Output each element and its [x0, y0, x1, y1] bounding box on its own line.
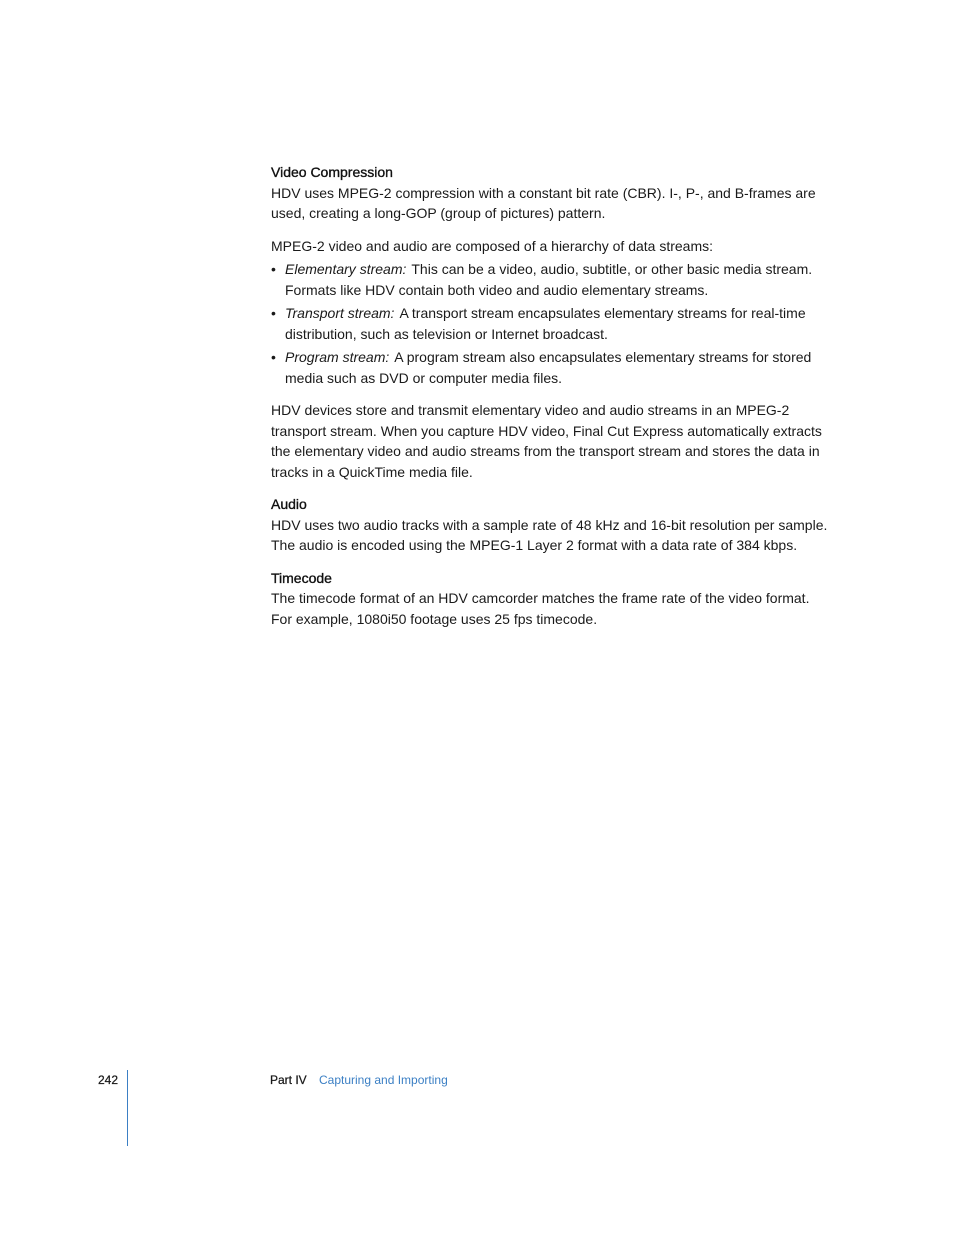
section-timecode [271, 568, 831, 630]
list-item [271, 347, 831, 388]
section-heading: Video Compression [271, 164, 393, 180]
list-term: Program stream: [285, 349, 390, 365]
bullet-marker: • [271, 261, 276, 277]
section-video-compression [271, 162, 831, 482]
bullet-list [271, 259, 831, 388]
page-number: 242 [98, 1073, 119, 1087]
list-item [271, 303, 831, 344]
footer-divider [127, 1070, 128, 1146]
list-item [271, 259, 831, 300]
bullet-marker: • [271, 349, 276, 365]
list-text: A program stream also encapsulates elementary streams for stored media such as DVD or computer media files. [285, 349, 812, 386]
paragraph: MPEG-2 video and audio are composed of a hierarchy of data streams: [271, 237, 714, 254]
paragraph: The timecode format of an HDV camcorder matches the frame rate of the video format. For example, 1080i50 footage uses 25 fps timecode. [271, 590, 810, 627]
list-text: This can be a video, audio, subtitle, or other basic media stream. Formats like HDV contain both video and audio elementary streams. [285, 261, 813, 298]
paragraph: HDV uses MPEG-2 compression with a constant bit rate (CBR). I-, P-, and B-frames are used, creating a long-GOP (group of pictures) pattern. [271, 184, 816, 221]
footer-part-label: Part IV [270, 1073, 307, 1087]
list-term: Elementary stream: [285, 261, 407, 277]
page-body [271, 162, 831, 641]
section-heading: Timecode [271, 569, 332, 586]
footer-chapter-link[interactable]: Capturing and Importing [319, 1073, 448, 1087]
bullet-marker: • [271, 305, 276, 321]
section-heading: Audio [271, 496, 307, 512]
paragraph: HDV devices store and transmit elementary video and audio streams in an MPEG-2 transport stream. When you capture HDV video, Final Cut Express automatically extracts the elementary video and audio streams from the transport stream and stores the data in tracks in a QuickTime media file. [271, 402, 822, 480]
paragraph: HDV uses two audio tracks with a sample rate of 48 kHz and 16-bit resolution per sample. The audio is encoded using the MPEG-1 Layer 2 format with a data rate of 384 kbps. [271, 516, 828, 553]
section-audio [271, 494, 831, 556]
list-text: A transport stream encapsulates elementary streams for real-time distribution, such as television or Internet broadcast. [285, 305, 806, 342]
list-term: Transport stream: [285, 305, 395, 321]
